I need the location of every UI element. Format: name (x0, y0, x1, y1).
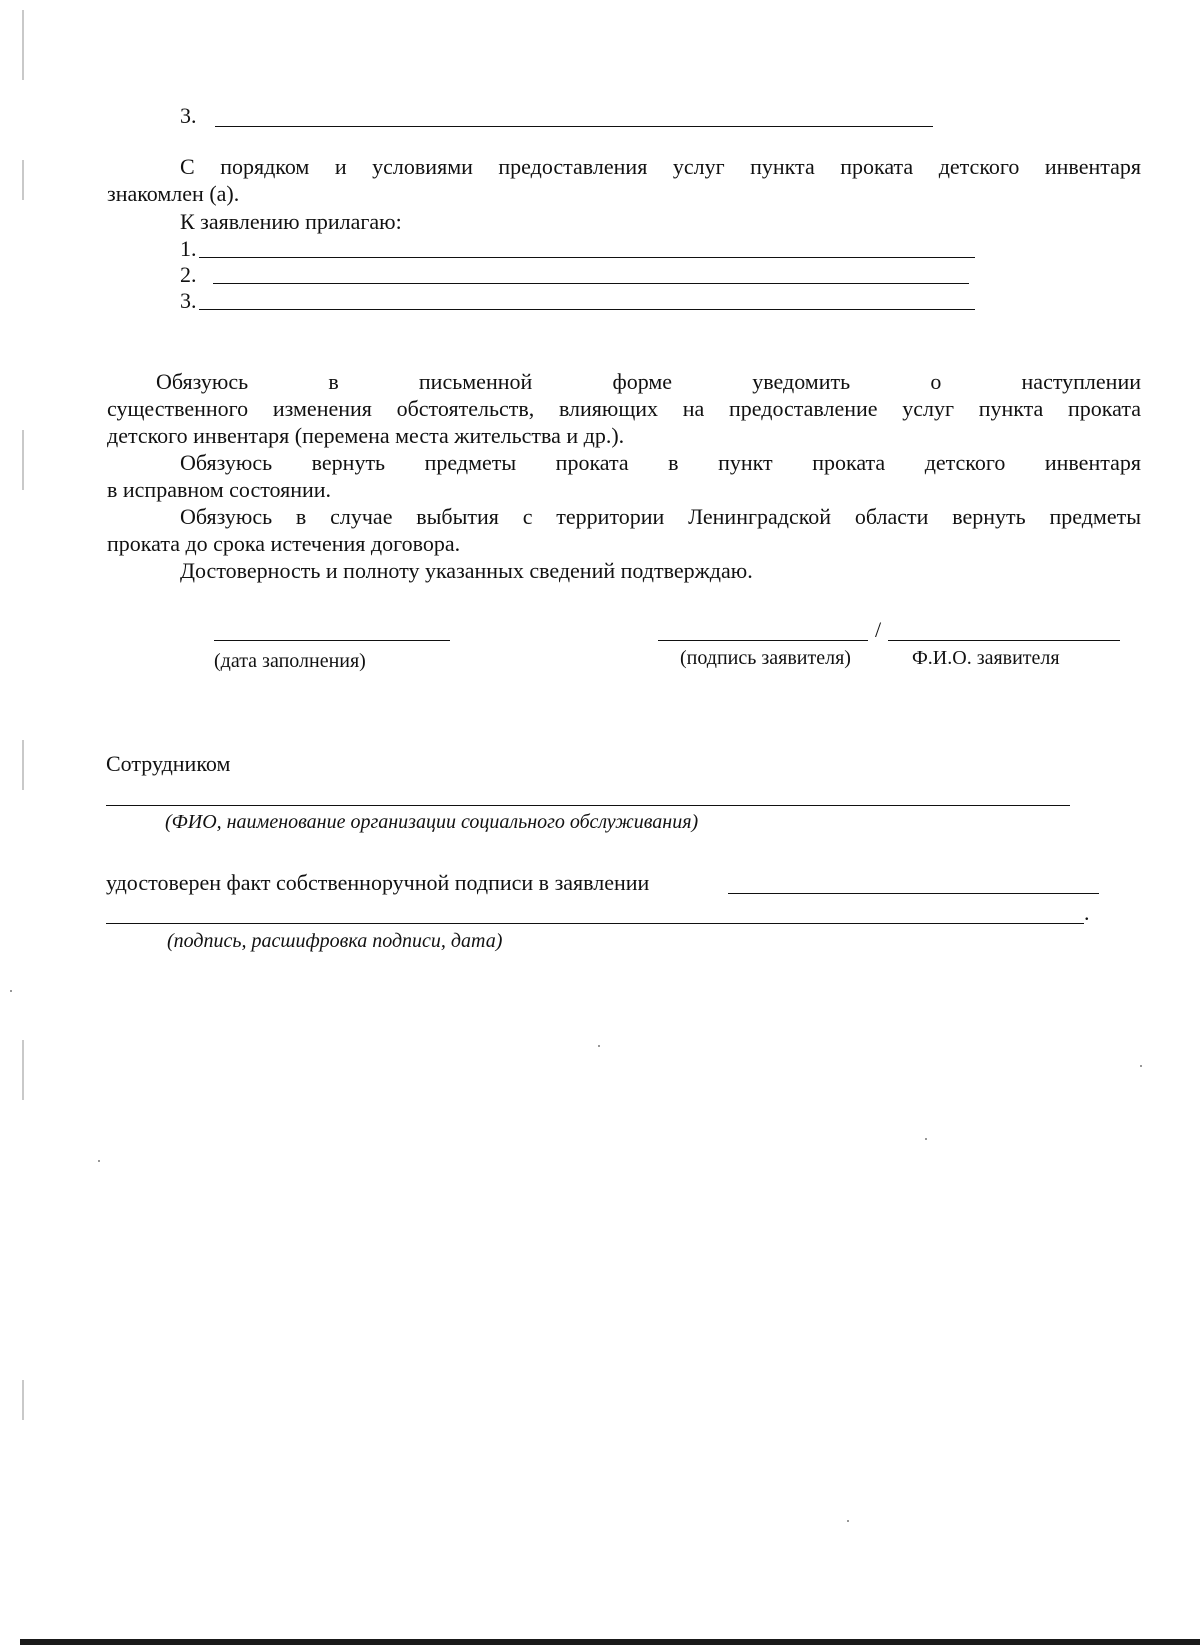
certified-blank-line (728, 893, 1099, 894)
date-blank-line (214, 640, 450, 641)
date-caption: (дата заполнения) (214, 650, 366, 672)
scan-edge-mark (22, 10, 24, 80)
attach-item-number: 1. (180, 236, 197, 261)
attach-item-2-line (213, 283, 969, 284)
signature-caption: (подпись заявителя) (680, 647, 851, 669)
acquaint-line-1: С порядком и условиями предоставления услуг пункта проката детского инвентаря (180, 154, 1141, 179)
scan-edge-mark (22, 740, 24, 790)
scan-edge-mark (22, 160, 24, 200)
top-item-number: 3. (180, 103, 197, 128)
obligation-3-line-2: проката до срока истечения договора. (107, 531, 461, 556)
top-item-blank-line (215, 126, 933, 127)
attach-item-3-line (199, 309, 975, 310)
end-mark: . (1084, 900, 1090, 925)
certifier-blank-line (106, 923, 1084, 924)
obligation-1-line-1: Обязуюсь в письменной форме уведомить о наступлении (156, 369, 1141, 394)
attach-item-number: 3. (180, 288, 197, 313)
scan-edge-mark (22, 430, 24, 490)
scan-speck (598, 1045, 600, 1047)
obligation-1-line-3: детского инвентаря (перемена места жительства и др.). (107, 423, 625, 448)
scan-bottom-edge (20, 1639, 1200, 1645)
scan-edge-mark (22, 1040, 24, 1100)
attach-item-number: 2. (180, 262, 197, 287)
scan-speck (98, 1160, 100, 1162)
obligation-1-line-2: существенного изменения обстоятельств, влияющих на предоставление услуг пункта проката (107, 396, 1141, 421)
employee-label: Сотрудником (106, 751, 231, 776)
scan-speck (10, 990, 12, 992)
signature-blank-line (658, 640, 868, 641)
certifier-caption: (подпись, расшифровка подписи, дата) (167, 930, 503, 952)
obligation-2-line-2: в исправном состоянии. (107, 477, 332, 502)
certified-text: удостоверен факт собственноручной подписи в заявлении (106, 870, 650, 895)
fio-blank-line (888, 640, 1120, 641)
scan-speck (847, 1520, 849, 1522)
employee-caption: (ФИО, наименование организации социального обслуживания) (165, 811, 699, 833)
obligation-2-line-1: Обязуюсь вернуть предметы проката в пункт проката детского инвентаря (180, 450, 1141, 475)
acquaint-line-2: знакомлен (а). (107, 181, 240, 206)
signature-separator: / (875, 617, 882, 642)
scan-edge-mark (22, 1380, 24, 1420)
employee-blank-line (106, 805, 1070, 806)
confirmation-text: Достоверность и полноту указанных сведений подтверждаю. (180, 558, 753, 583)
scan-speck (1140, 1065, 1142, 1067)
fio-caption: Ф.И.О. заявителя (912, 647, 1060, 669)
attach-heading: К заявлению прилагаю: (180, 209, 402, 234)
scan-speck (925, 1138, 927, 1140)
obligation-3-line-1: Обязуюсь в случае выбытия с территории Ленинградской области вернуть предметы (180, 504, 1141, 529)
attach-item-1-line (199, 257, 975, 258)
